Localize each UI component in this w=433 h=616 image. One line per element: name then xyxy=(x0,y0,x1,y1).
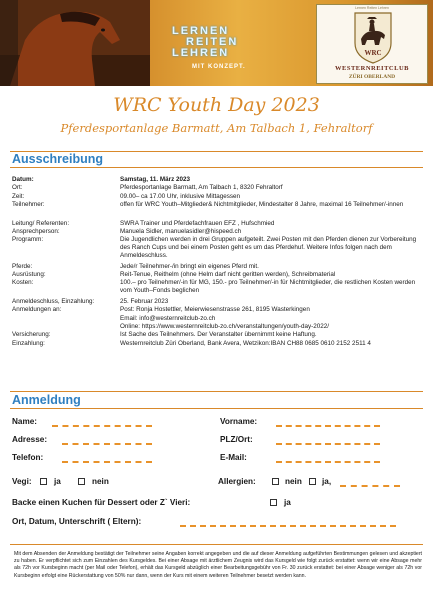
detail-key: Teilnehmer: xyxy=(12,200,45,208)
allergien-label: Allergien: xyxy=(218,477,256,486)
section-heading-ausschreibung: Ausschreibung xyxy=(12,152,103,166)
name-field[interactable] xyxy=(52,425,152,427)
section-heading-anmeldung: Anmeldung xyxy=(12,393,81,407)
horse-image xyxy=(0,0,150,86)
vegi-nein-checkbox[interactable] xyxy=(78,478,85,485)
logo-name: WESTERNREITCLUB xyxy=(335,65,409,72)
detail-value: Manuela Sidler, manuelasidler@hispeed.ch xyxy=(120,227,242,235)
detail-value: offen für WRC Youth–Mitglieder& Nichtmitglieder, Mindestalter 8 Jahre, maximal 16 Teilnehmer/-innen xyxy=(120,200,404,208)
detail-key: Anmeldeschluss, Einzahlung: xyxy=(12,297,95,305)
telefon-field[interactable] xyxy=(62,461,152,463)
signature-field[interactable] xyxy=(180,525,396,527)
detail-value: 100.– pro Teilnehmer/-in für MG, 150.- pro Teilnehmer/-in für Nichtmitglieder, die restlichen Kosten werden vom Youth–Fonds beglichen xyxy=(120,279,416,295)
detail-key: Ort: xyxy=(12,184,23,192)
kuchen-label: Backe einen Kuchen für Dessert oder Z` Vieri: xyxy=(12,498,191,507)
slogan-tag: MIT KONZEPT. xyxy=(192,64,246,70)
vegi-ja-label: ja xyxy=(54,477,61,486)
detail-value: Email: info@westernreitclub-zo.ch xyxy=(120,314,216,322)
detail-key: Ansprechperson: xyxy=(12,227,60,235)
adresse-field[interactable] xyxy=(62,443,152,445)
vegi-label: Vegi: xyxy=(12,477,32,486)
section-divider xyxy=(10,167,423,168)
section-divider xyxy=(10,391,423,392)
name-label: Name: xyxy=(12,417,38,426)
ort-datum-label: Ort, Datum, Unterschrift ( Eltern): xyxy=(12,517,142,526)
email-label: E-Mail: xyxy=(220,453,247,462)
detail-value: Post: Ronja Hostettler, Meierwiesenstrasse 261, 8195 Wasterkingen xyxy=(120,306,310,314)
slogan xyxy=(172,25,312,70)
slogan-line3: LEHREN xyxy=(172,47,230,59)
detail-key: Leitung/ Referenten: xyxy=(12,219,70,227)
adresse-label: Adresse: xyxy=(12,435,48,444)
rider-emblem-icon xyxy=(351,9,395,65)
terms-text: Mit dem Absenden der Anmeldung bestätigt der Teilnehmer seine Angaben korrekt angegeben und die auf dieser Anmeldung aufgeführten Bestimmungen gelesen und akzeptiert zu haben. Er verpflichtet sich zum Einzahlen des Kursgeldes. Bei einer Absage mit ärztlichem Zeugnis wird das Kursgeld wie folgt zurück erstattet: wenn wir eine Absage mehr als 72h vor Kursbeginn macht (per Mail oder Telefon), erhält das Kursgeld abzüglich einer Bearbeitungsgebühr von Fr. 30 zurück erstattet: bei einer Absage weniger als 72h vor Kursbeginn erfolgt eine Rückerstattung von 50% nur dann, wenn der Kurs mit einem weiteren Teilnehmer besetzt werden kann. xyxy=(14,551,422,579)
detail-value: Ist Sache des Teilnehmers. Der Veranstalter übernimmt keine Haftung. xyxy=(120,331,317,339)
detail-key: Ausrüstung: xyxy=(12,271,46,278)
detail-value: 25. Februar 2023 xyxy=(120,297,169,305)
detail-key: Kosten: xyxy=(12,279,34,287)
kuchen-ja-label: ja xyxy=(284,498,291,507)
detail-value: SWRA Trainer und Pferdefachfrauen EFZ , Hufschmied xyxy=(120,219,275,227)
detail-value: Die Jugendlichen werden in drei Gruppen aufgeteilt. Zwei Posten mit den Pferden dienen zur Vorbereitung des Ranch Cups und bei einem Posten geht es um das Pferdehuf. Weitere Infos folgen nach dem Anmeldeschluss. xyxy=(120,236,417,260)
detail-key: Einzahlung: xyxy=(12,339,45,347)
detail-value: Samstag, 11. März 2023 xyxy=(120,176,191,183)
logo-top-text: Lernen Reiten Lehren xyxy=(355,6,389,10)
detail-key: Versicherung: xyxy=(12,331,51,339)
detail-value: Online: https://www.westernreitclub-zo.ch/veranstaltungen/youth-day-2022/ xyxy=(120,323,329,330)
footer-divider xyxy=(10,544,423,545)
allergien-ja-checkbox[interactable] xyxy=(309,478,316,485)
vorname-field[interactable] xyxy=(276,425,380,427)
page-subtitle: Pferdesportanlage Barmatt, Am Talbach 1, Fehraltorf xyxy=(60,121,373,135)
vorname-label: Vorname: xyxy=(220,417,258,426)
club-logo xyxy=(316,4,428,84)
plz-label: PLZ/Ort: xyxy=(220,435,253,444)
page-title: WRC Youth Day 2023 xyxy=(113,94,320,116)
slogan-line1: LERNEN xyxy=(172,25,230,37)
section-divider xyxy=(10,408,423,409)
header-banner xyxy=(0,0,433,86)
detail-key: Zeit: xyxy=(12,192,25,200)
allergien-ja-label: ja, xyxy=(322,477,332,486)
logo-sub: ZÜRI OBERLAND xyxy=(348,74,396,80)
allergien-nein-label: nein xyxy=(285,477,302,486)
email-field[interactable] xyxy=(276,461,380,463)
detail-value: Westernreitclub Züri Oberland, Bank Avera, Wetzikon:IBAN CH88 0685 0610 2152 2511 4 xyxy=(120,339,371,347)
detail-value: 09.00– ca 17.00 Uhr, inklusive Mittagessen xyxy=(120,192,241,200)
kuchen-ja-checkbox[interactable] xyxy=(270,499,277,506)
slogan-line2: REITEN xyxy=(186,36,239,48)
detail-value: Pferdesportanlage Barmatt, Am Talbach 1, 8320 Fehraltorf xyxy=(120,184,283,192)
allergien-field[interactable] xyxy=(340,485,400,487)
telefon-label: Telefon: xyxy=(12,453,44,462)
detail-key: Anmeldungen an: xyxy=(12,306,62,314)
detail-value: Reit-Tenue, Reithelm (ohne Helm darf nicht geritten werden), Schreibmaterial xyxy=(120,271,336,278)
vegi-ja-checkbox[interactable] xyxy=(40,478,47,485)
logo-mark: WRC xyxy=(364,49,382,57)
plz-field[interactable] xyxy=(276,443,380,445)
detail-key: Programm: xyxy=(12,236,44,244)
vegi-nein-label: nein xyxy=(92,477,109,486)
allergien-nein-checkbox[interactable] xyxy=(272,478,279,485)
detail-value: Jede/r Teilnehmer-/in bringt ein eigenes Pferd mit. xyxy=(120,262,259,270)
detail-key: Datum: xyxy=(12,176,34,183)
detail-key: Pferde: xyxy=(12,262,33,270)
